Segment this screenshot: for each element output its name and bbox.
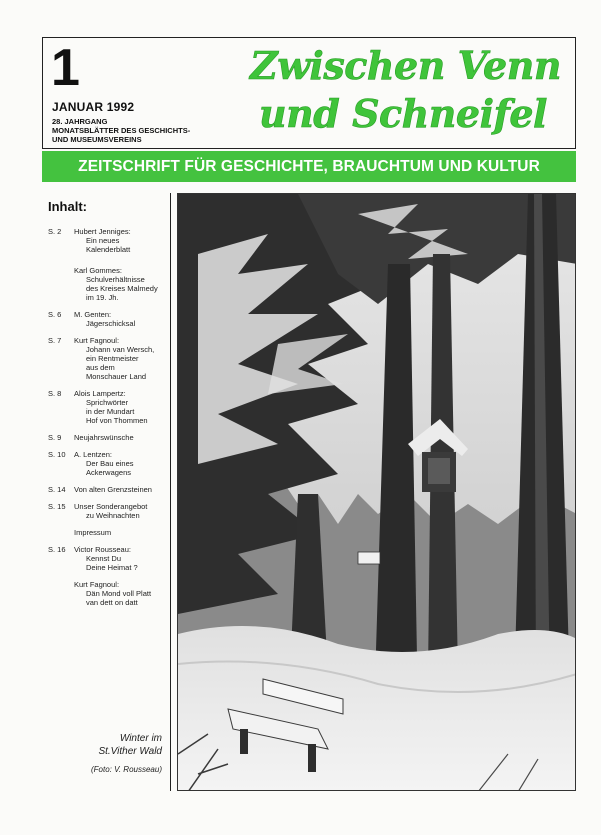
- toc-page-number: S. 8: [48, 389, 62, 398]
- toc-article-title: in der Mundart: [86, 407, 135, 416]
- masthead: [42, 37, 576, 149]
- toc-author: Karl Gommes:: [74, 266, 122, 275]
- toc-author: Neujahrswünsche: [74, 433, 134, 442]
- toc-article-title: zu Weihnachten: [86, 511, 140, 520]
- toc-entry: [42, 336, 170, 381]
- toc-entry: [42, 528, 170, 537]
- toc-article-title: Der Bau eines: [86, 459, 134, 468]
- toc-page-number: S. 6: [48, 310, 62, 319]
- toc-article-title: ein Rentmeister: [86, 354, 139, 363]
- toc-entry: [42, 389, 170, 425]
- toc-entry: [42, 502, 170, 520]
- toc-article-title: Sprichwörter: [86, 398, 129, 407]
- winter-forest-illustration: [178, 194, 576, 791]
- toc-page-number: S. 7: [48, 336, 62, 345]
- contents-heading: Inhalt:: [48, 199, 87, 214]
- toc-author: M. Genten:: [74, 310, 112, 319]
- toc-list: [42, 227, 170, 607]
- toc-page-number: S. 9: [48, 433, 62, 442]
- toc-entry: [42, 266, 170, 302]
- toc-author: Alois Lampertz:: [74, 389, 126, 398]
- toc-author: Von alten Grenzsteinen: [74, 485, 152, 494]
- toc-entry: [42, 545, 170, 572]
- toc-entry: [42, 433, 170, 442]
- magazine-title-line-2: und Schneifel: [259, 91, 547, 136]
- photo-credit: (Foto: V. Rousseau): [91, 765, 162, 774]
- toc-page-number: S. 15: [48, 502, 66, 511]
- issue-number: 1: [51, 39, 80, 97]
- toc-article-title: aus dem: [86, 363, 115, 372]
- publisher-line-2: UND MUSEUMSVEREINS: [52, 135, 142, 144]
- publisher-line-1: MONATSBLÄTTER DES GESCHICHTS-: [52, 126, 191, 135]
- toc-article-title: Monschauer Land: [86, 372, 147, 381]
- toc-author: Impressum: [74, 528, 112, 537]
- toc-entry: [42, 580, 170, 607]
- toc-entry: [42, 310, 170, 328]
- toc-author: Kurt Fagnoul:: [74, 580, 120, 589]
- toc-author: Unser Sonderangebot: [74, 502, 148, 511]
- cover-photo-winter-forest: [177, 193, 576, 791]
- toc-author: Kurt Fagnoul:: [74, 336, 120, 345]
- toc-author: A. Lentzen:: [74, 450, 112, 459]
- toc-page-number: S. 16: [48, 545, 66, 554]
- volume-line: 28. JAHRGANG: [52, 117, 108, 126]
- toc-author: Victor Rousseau:: [74, 545, 131, 554]
- toc-article-title: des Kreises Malmedy: [86, 284, 158, 293]
- issue-date: JANUAR 1992: [52, 100, 135, 114]
- toc-article-title: Ackerwagens: [86, 468, 132, 477]
- toc-article-title: van dett on datt: [86, 598, 138, 607]
- photo-caption: [60, 732, 162, 776]
- toc-article-title: Hof von Thommen: [86, 416, 148, 425]
- toc-page-number: S. 10: [48, 450, 66, 459]
- toc-article-title: im 19. Jh.: [86, 293, 119, 302]
- magazine-title-line-1: Zwischen Venn: [249, 43, 561, 88]
- issue-meta: [52, 117, 272, 144]
- toc-article-title: Ein neues: [86, 236, 120, 245]
- toc-author: Hubert Jenniges:: [74, 227, 131, 236]
- toc-article-title: Dän Mond voll Platt: [86, 589, 152, 598]
- table-of-contents: [42, 193, 171, 791]
- toc-article-title: Schulverhältnisse: [86, 275, 145, 284]
- toc-entry: [42, 227, 170, 254]
- subtitle-bar: ZEITSCHRIFT FÜR GESCHICHTE, BRAUCHTUM UND KULTUR: [42, 151, 576, 182]
- toc-article-title: Kalenderblatt: [86, 245, 131, 254]
- toc-article-title: Deine Heimat ?: [86, 563, 138, 572]
- toc-entry: [42, 485, 170, 494]
- toc-article-title: Jägerschicksal: [86, 319, 136, 328]
- caption-line-2: St.Vither Wald: [98, 746, 162, 757]
- toc-article-title: Kennst Du: [86, 554, 122, 563]
- toc-entry: [42, 450, 170, 477]
- caption-line-1: Winter im: [119, 733, 162, 744]
- toc-page-number: S. 14: [48, 485, 66, 494]
- toc-article-title: Johann van Wersch,: [86, 345, 155, 354]
- toc-page-number: S. 2: [48, 227, 62, 236]
